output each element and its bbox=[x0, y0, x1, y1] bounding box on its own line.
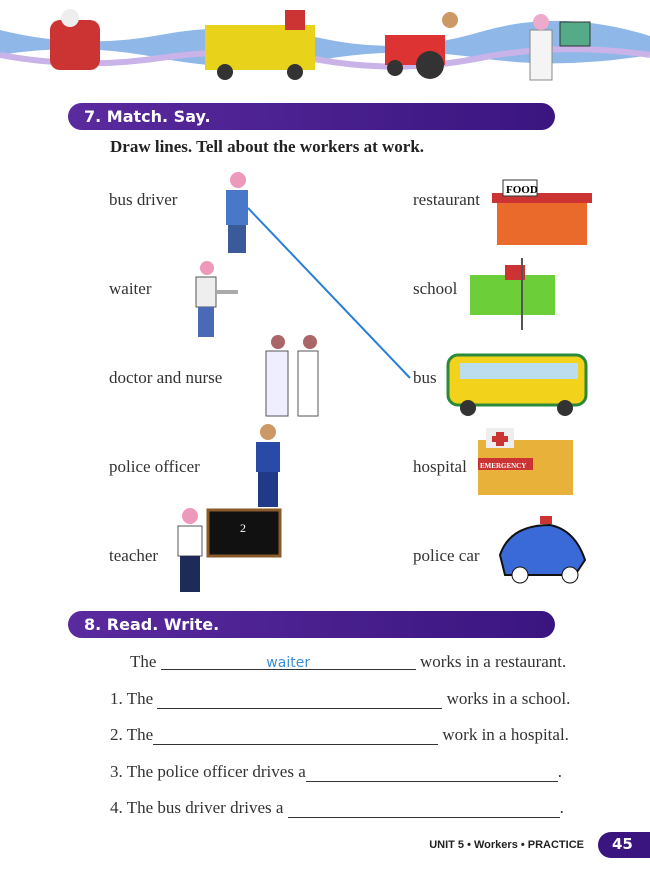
section-8-title: 8. Read. Write. bbox=[84, 615, 220, 634]
hospital-picture bbox=[478, 428, 573, 495]
teacher-picture bbox=[178, 508, 280, 592]
worker-bus-driver: bus driver bbox=[109, 190, 178, 209]
page-number: 45 bbox=[598, 832, 650, 858]
restaurant-picture bbox=[492, 180, 592, 245]
example-answer: waiter bbox=[266, 655, 311, 671]
worker-teacher: teacher bbox=[109, 546, 159, 565]
police-officer-picture bbox=[256, 424, 280, 507]
sentence-3: 3. The police officer drives a . bbox=[110, 762, 562, 781]
place-restaurant: restaurant bbox=[413, 190, 481, 209]
answer-input-4[interactable] bbox=[288, 800, 560, 818]
place-bus: bus bbox=[413, 368, 437, 387]
worker-police-officer: police officer bbox=[109, 457, 200, 476]
food-sign: FOOD bbox=[506, 184, 538, 196]
bus-driver-picture bbox=[226, 172, 248, 253]
place-hospital: hospital bbox=[413, 457, 467, 476]
answer-input-3[interactable] bbox=[306, 764, 558, 782]
school-picture bbox=[470, 258, 555, 330]
instruction: Draw lines. Tell about the workers at work. bbox=[110, 137, 425, 156]
answer-input-2[interactable] bbox=[153, 727, 438, 745]
svg-text:2: 2 bbox=[240, 521, 246, 535]
waiter-picture bbox=[196, 261, 238, 337]
example-blank bbox=[161, 652, 416, 670]
worker-doctor-nurse: doctor and nurse bbox=[109, 368, 223, 387]
worker-waiter: waiter bbox=[109, 279, 152, 298]
section-7-title: 7. Match. Say. bbox=[84, 107, 211, 126]
answer-input-1[interactable] bbox=[157, 691, 442, 709]
sentence-4: 4. The bus driver drives a . bbox=[110, 798, 564, 817]
footer-unit-text: UNIT 5 • Workers • PRACTICE bbox=[429, 839, 584, 851]
doctor-nurse-picture bbox=[266, 335, 318, 416]
bus-picture bbox=[448, 355, 586, 416]
sentence-1: 1. The works in a school. bbox=[110, 689, 571, 708]
example-sentence: The waiter works in a restaurant. bbox=[130, 652, 567, 671]
place-police-car: police car bbox=[413, 546, 480, 565]
section-8-header bbox=[68, 611, 555, 638]
place-school: school bbox=[413, 279, 458, 298]
police-car-picture bbox=[500, 516, 585, 583]
emergency-sign: EMERGENCY bbox=[480, 462, 527, 470]
sentence-2: 2. The work in a hospital. bbox=[110, 725, 569, 744]
